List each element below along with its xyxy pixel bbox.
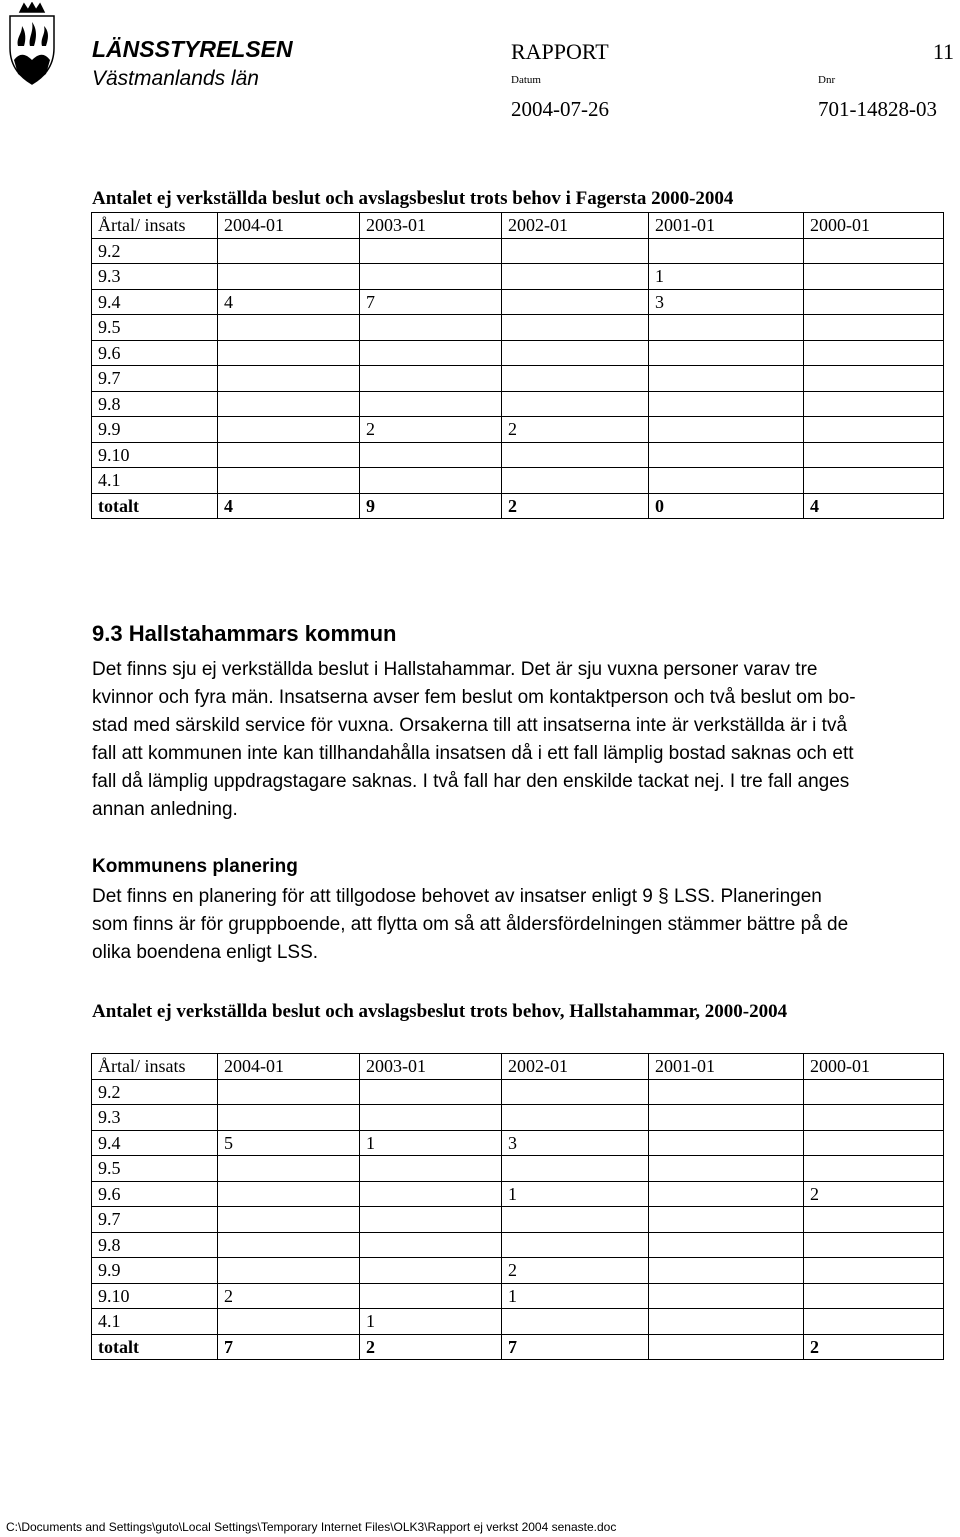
table-row [92,1130,944,1156]
table-cell: 1 [649,264,804,290]
paragraph-line: Det finns sju ej verkställda beslut i Hallstahammar. Det är sju vuxna personer varav tre [92,659,818,680]
table-row [92,1156,944,1182]
table-cell: 1 [502,1181,649,1207]
table-cell [502,1156,649,1182]
table-cell [804,264,944,290]
table-row-label: 9.3 [92,1105,218,1131]
table-cell [649,468,804,494]
table-cell [649,1334,804,1360]
table-cell [804,1283,944,1309]
date-label: Datum [511,74,541,86]
table1-fagersta [91,212,944,519]
table-row-label: 9.9 [92,1258,218,1284]
date-value: 2004-07-26 [511,97,609,121]
table-cell [360,340,502,366]
table-cell [218,1156,360,1182]
table-cell [649,391,804,417]
table-row-label: 9.6 [92,340,218,366]
table-row-label: 9.10 [92,442,218,468]
table-header-cell: Årtal/ insats [92,1054,218,1080]
table-row [92,1105,944,1131]
document-type: RAPPORT [511,39,609,64]
table-cell [804,340,944,366]
table-cell [804,289,944,315]
table-cell: 1 [502,1283,649,1309]
paragraph-line: fall att kommunen inte kan tillhandahålla insatsen då i ett fall lämplig bostad saknas och ett [92,743,854,764]
table-cell [502,1207,649,1233]
table-cell [649,1258,804,1284]
table-cell [502,1309,649,1335]
table-cell [649,1309,804,1335]
table-row-label: 9.4 [92,289,218,315]
table-row-label: 9.7 [92,1207,218,1233]
table-cell [218,1232,360,1258]
table-cell [360,1156,502,1182]
table-cell [502,391,649,417]
table-cell [649,1130,804,1156]
table-cell [360,264,502,290]
table-row [92,264,944,290]
table-row [92,289,944,315]
table-row [92,366,944,392]
table-cell [360,468,502,494]
table-cell: 4 [218,289,360,315]
table-cell [804,1309,944,1335]
table-header-cell: 2004-01 [218,1054,360,1080]
table-cell [502,366,649,392]
page-number: 11 [932,39,954,64]
table-cell: 2 [804,1334,944,1360]
table-cell [218,238,360,264]
table-cell [649,417,804,443]
table-cell: 2 [502,493,649,519]
table-cell [649,238,804,264]
table-cell: 1 [360,1130,502,1156]
table-cell [804,1258,944,1284]
table-cell [502,468,649,494]
table-cell [649,1232,804,1258]
table-cell [804,315,944,341]
table-cell [218,264,360,290]
table2-hallstahammar [91,1053,944,1360]
table-row-label: 9.7 [92,366,218,392]
table-row [92,340,944,366]
table-cell [804,1105,944,1131]
table-cell [502,289,649,315]
table-cell [502,1079,649,1105]
table-row-label: totalt [92,1334,218,1360]
table-cell: 4 [218,493,360,519]
table-cell: 5 [218,1130,360,1156]
section-title: 9.3 Hallstahammars kommun [92,621,397,646]
footer-file-path: C:\Documents and Settings\guto\Local Settings\Temporary Internet Files\OLK3\Rapport ej verkst 2004 senaste.doc [6,1520,617,1534]
table-cell [804,417,944,443]
table-cell: 2 [502,417,649,443]
table-header-cell: 2000-01 [804,213,944,239]
table-row-label: 9.8 [92,1232,218,1258]
table-cell [649,1156,804,1182]
table-cell: 2 [502,1258,649,1284]
table-row [92,1181,944,1207]
table-row [92,1079,944,1105]
table-row-label: 4.1 [92,468,218,494]
table-cell: 2 [804,1181,944,1207]
table-row-label: 9.5 [92,315,218,341]
table-header-cell: 2002-01 [502,1054,649,1080]
table-row-label: totalt [92,493,218,519]
table-cell [649,340,804,366]
table-row [92,442,944,468]
table-cell: 0 [649,493,804,519]
table-row-label: 9.8 [92,391,218,417]
table-cell [218,1079,360,1105]
table-cell [804,1232,944,1258]
paragraph-line: olika boendena enligt LSS. [92,942,319,963]
table-row [92,238,944,264]
dnr-value: 701-14828-03 [818,97,937,121]
dnr-label: Dnr [818,74,836,86]
table-header-cell: 2003-01 [360,213,502,239]
table-cell: 3 [649,289,804,315]
table-cell [218,1309,360,1335]
table-cell [218,1181,360,1207]
table-cell [218,1105,360,1131]
table-header-cell: 2000-01 [804,1054,944,1080]
table-cell: 3 [502,1130,649,1156]
table-cell: 4 [804,493,944,519]
table-cell: 1 [360,1309,502,1335]
table-cell [360,315,502,341]
table-cell: 2 [360,417,502,443]
table-cell [502,238,649,264]
table-cell [804,1156,944,1182]
table-header-cell: Årtal/ insats [92,213,218,239]
table-cell: 2 [218,1283,360,1309]
table-row-label: 9.9 [92,417,218,443]
table2-caption: Antalet ej verkställda beslut och avslagsbeslut trots behov, Hallstahammar, 2000-2004 [92,1001,788,1022]
table-cell [218,315,360,341]
table-cell [360,391,502,417]
table-cell [218,391,360,417]
planning-paragraph [92,883,960,967]
table-row [92,1207,944,1233]
table-row [92,1232,944,1258]
table-row-label: 9.4 [92,1130,218,1156]
planning-heading: Kommunens planering [92,856,298,877]
table-cell: 2 [360,1334,502,1360]
table-row [92,315,944,341]
table-header-cell: 2001-01 [649,213,804,239]
table-cell [360,1232,502,1258]
table-header-row [92,213,944,239]
table-cell [649,1181,804,1207]
paragraph-line: annan anledning. [92,799,238,820]
table-header-cell: 2003-01 [360,1054,502,1080]
table-cell [218,442,360,468]
table-cell [360,1258,502,1284]
table-cell [502,1105,649,1131]
table-row [92,417,944,443]
table-cell [360,1207,502,1233]
table-row [92,1309,944,1335]
table-row [92,493,944,519]
table-cell [360,238,502,264]
table-cell [218,417,360,443]
section-paragraph [92,656,960,824]
organization-county: Västmanlands län [92,67,259,90]
table1-caption: Antalet ej verkställda beslut och avslagsbeslut trots behov i Fagersta 2000-2004 [92,188,734,209]
table-cell [360,442,502,468]
table-cell [649,366,804,392]
table-header-row [92,1054,944,1080]
paragraph-line: Det finns en planering för att tillgodose behovet av insatser enligt 9 § LSS. Planeringen [92,886,822,907]
table-row [92,1283,944,1309]
table-row-label: 4.1 [92,1309,218,1335]
organization-name: LÄNSSTYRELSEN [92,36,293,62]
table-cell [649,1105,804,1131]
table-row-label: 9.2 [92,238,218,264]
table-cell [804,366,944,392]
table-header-cell: 2001-01 [649,1054,804,1080]
table-cell [218,468,360,494]
table-cell [218,340,360,366]
table-cell [804,1079,944,1105]
table-cell [649,1207,804,1233]
paragraph-line: stad med särskild service för vuxna. Orsakerna till att insatserna inte är verkställda är i två [92,715,848,736]
table-cell [804,1207,944,1233]
table-cell [649,1283,804,1309]
table-cell [360,1283,502,1309]
table-row-label: 9.5 [92,1156,218,1182]
table-cell [804,1130,944,1156]
table-row [92,1258,944,1284]
table-cell [804,468,944,494]
table-cell [360,1079,502,1105]
table-cell [502,1232,649,1258]
table-cell [218,1258,360,1284]
table-cell [649,1079,804,1105]
paragraph-line: som finns är för gruppboende, att flytta om så att åldersfördelningen stämmer bättre på de [92,914,849,935]
table-cell [502,315,649,341]
table-row [92,1334,944,1360]
table-cell: 7 [502,1334,649,1360]
table-cell [502,442,649,468]
table-cell [804,442,944,468]
table-cell: 9 [360,493,502,519]
table-cell [360,1105,502,1131]
table-cell [218,366,360,392]
table-cell [502,264,649,290]
table-cell [502,340,649,366]
table-header-cell: 2004-01 [218,213,360,239]
table-header-cell: 2002-01 [502,213,649,239]
table-cell [649,315,804,341]
table-row [92,468,944,494]
table-cell [218,1207,360,1233]
paragraph-line: kvinnor och fyra män. Insatserna avser fem beslut om kontaktperson och två beslut om bo- [92,687,856,708]
table-cell [804,391,944,417]
table-cell: 7 [360,289,502,315]
table-row-label: 9.6 [92,1181,218,1207]
table-row [92,391,944,417]
paragraph-line: fall då lämplig uppdragstagare saknas. I två fall har den enskilde tackat nej. I tre fall anges [92,771,850,792]
table-cell [360,366,502,392]
table-row-label: 9.10 [92,1283,218,1309]
table-row-label: 9.3 [92,264,218,290]
county-coat-of-arms-logo [2,2,62,88]
table-cell [360,1181,502,1207]
table-row-label: 9.2 [92,1079,218,1105]
table-cell [804,238,944,264]
table-cell [649,442,804,468]
table-cell: 7 [218,1334,360,1360]
